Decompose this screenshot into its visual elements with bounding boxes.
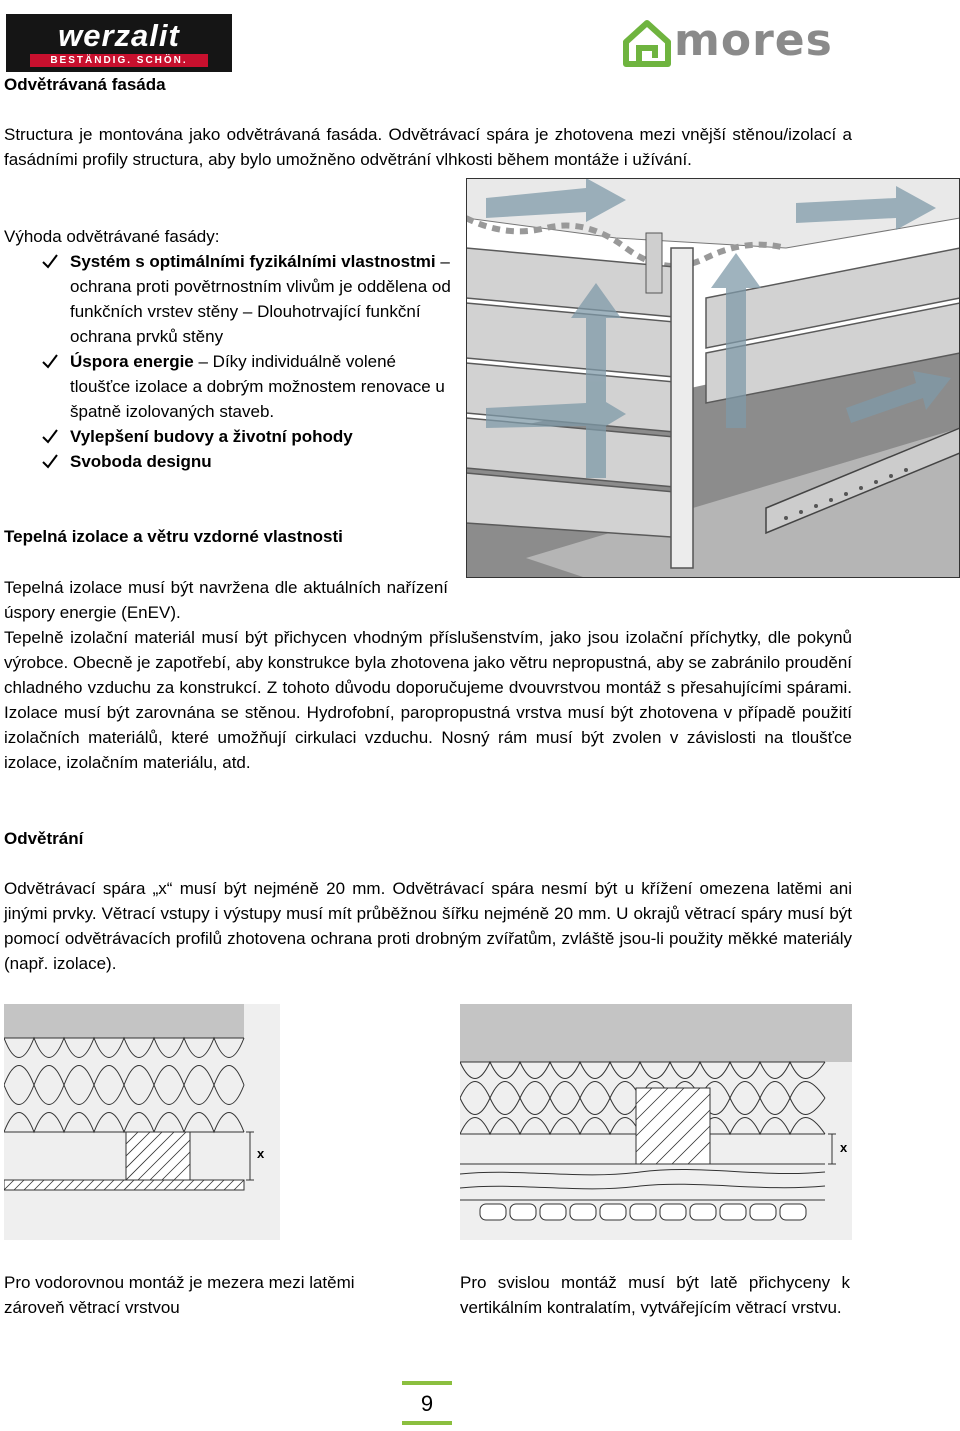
page-number: 9 xyxy=(420,1391,434,1416)
werzalit-logo xyxy=(6,14,232,72)
section-title-ventilated-facade: Odvětrávaná fasáda xyxy=(4,75,166,94)
intro-paragraph: Structura je montována jako odvětrávaná fasáda. Odvětrávací spára je zhotovena mezi vnější stěnou/izolací a fasádními profily structura, aby bylo umožněno odvětrání vlhkosti během montáže i užívání. xyxy=(4,125,852,169)
checkmark-icon xyxy=(40,424,60,449)
advantages-list xyxy=(4,249,454,474)
insulation-paragraph-part1: Tepelná izolace musí být navržena dle aktuálních nařízení úspory energie (EnEV). xyxy=(4,578,448,622)
ventilation-paragraph: Odvětrávací spára „x“ musí být nejméně 20 mm. Odvětrávací spára nesmí být u křížení omezena latěmi ani jinými prvky. Větrací vstupy i výstupy musí mít průběžnou šířku nejméně 20 mm. U okrajů větrací spáry musí být pomocí odvětrávacích profilů zhotovena ochrana proti drobným zvířatům, zvláště jsou-li použity měkké materiály (např. izolace). xyxy=(4,879,852,973)
mores-logo-text: mores xyxy=(674,15,833,66)
dimension-label-x: x xyxy=(257,1146,265,1161)
diagram-horizontal-drawing xyxy=(4,1004,280,1240)
house-icon xyxy=(622,18,672,68)
list-item: Systém s optimálními fyzikálními vlastnostmi – ochrana proti povětrnostním vlivům je oddělena od funkčních vrstev stěny – Dlouhotrvající funkční ochrana prvků stěny xyxy=(4,249,454,349)
diagram-horizontal-mounting xyxy=(4,1004,280,1240)
facade-illustration-drawing xyxy=(466,178,960,578)
caption-horizontal-mounting: Pro vodorovnou montáž je mezera mezi latěmi zároveň větrací vrstvou xyxy=(4,1273,355,1317)
facade-illustration xyxy=(466,178,960,578)
page-number-top-bar xyxy=(402,1381,452,1385)
section-title-ventilation: Odvětrání xyxy=(4,829,84,848)
page-number-block xyxy=(402,1381,452,1431)
werzalit-logo-text: werzalit xyxy=(58,18,180,53)
caption-vertical-mounting: Pro svislou montáž musí být latě přichyceny k vertikálním kontralatím, vytvářejícím větrací vrstvu. xyxy=(460,1273,850,1317)
dimension-label-x: x xyxy=(840,1140,848,1155)
diagram-vertical-drawing xyxy=(460,1004,852,1240)
checkmark-icon xyxy=(40,249,60,274)
advantages-heading: Výhoda odvětrávané fasády: xyxy=(4,227,220,246)
page-number-bottom-bar xyxy=(402,1421,452,1425)
insulation-paragraph-part2: Tepelně izolační materiál musí být přichycen vhodným příslušenstvím, jako jsou izolační příchytky, dle pokynů výrobce. Obecně je zapotřebí, aby konstrukce byla zhotovena jako větru nepropustná, aby se zabránilo proudění chladného vzduchu za konstrukcí. Z tohoto důvodu doporučujeme dvouvrstvou montáž s přesahujícími spárami. Izolace musí být zarovnána se stěnou. Hydrofobní, paropropustná vrstva musí být zhotovena v případě použití izolačních materiálů, které umožňují cirkulaci vzduchu. Nosný rám musí být zvolen v závislosti na tloušťce izolace, izolačním materiálu, atd. xyxy=(4,628,852,772)
advantages-block xyxy=(4,224,454,474)
list-item: Svoboda designu xyxy=(4,449,454,474)
section-title-thermal-insulation: Tepelná izolace a větru vzdorné vlastnosti xyxy=(4,527,343,546)
mores-logo xyxy=(622,12,842,72)
werzalit-logo-tagline: BESTÄNDIG. SCHÖN. xyxy=(30,54,208,67)
list-item: Vylepšení budovy a životní pohody xyxy=(4,424,454,449)
diagram-vertical-mounting xyxy=(460,1004,852,1240)
checkmark-icon xyxy=(40,449,60,474)
checkmark-icon xyxy=(40,349,60,374)
list-item: Úspora energie – Díky individuálně volené tloušťce izolace a dobrým možnostem renovace u špatně izolovaných staveb. xyxy=(4,349,454,424)
